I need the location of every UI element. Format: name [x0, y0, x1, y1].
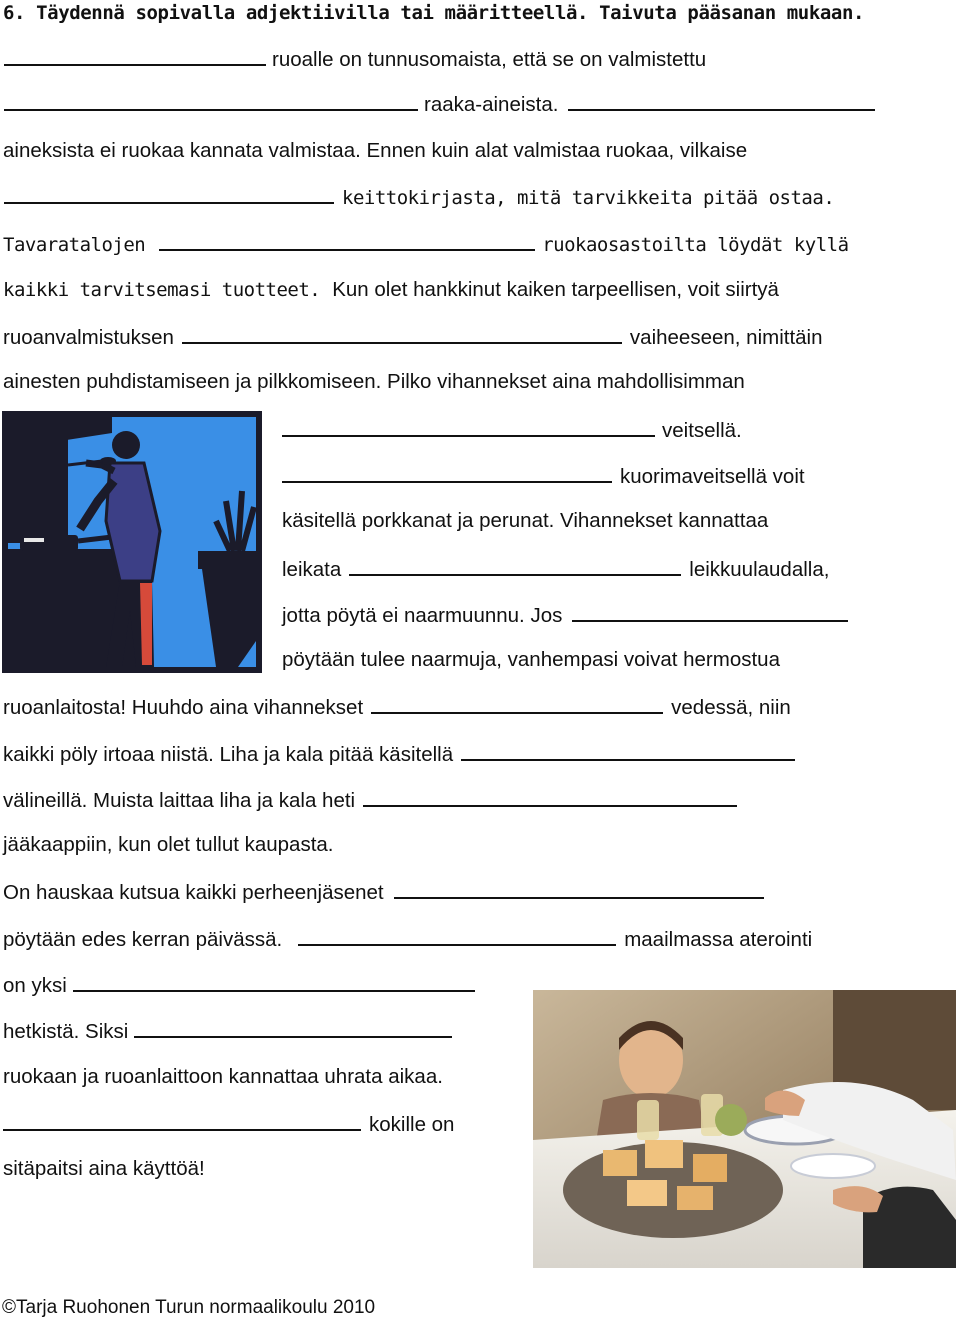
text-line: hetkistä. Siksi	[3, 1018, 452, 1044]
text-line: kuorimaveitsellä voit	[282, 463, 805, 489]
text-line: On hauskaa kutsua kaikki perheenjäsenet	[3, 879, 764, 905]
answer-blank[interactable]	[4, 184, 334, 204]
answer-blank[interactable]	[298, 926, 616, 946]
text-line: leikata leikkuulaudalla,	[282, 558, 830, 581]
answer-blank[interactable]	[134, 1018, 452, 1038]
answer-blank[interactable]	[568, 91, 875, 111]
text-line: ainesten puhdistamiseen ja pilkkomiseen. Pilko vihannekset aina mahdollisimman	[3, 370, 745, 393]
answer-blank[interactable]	[159, 231, 535, 251]
text-line: ruoanlaitosta! Huuhdo aina vihannekset vedessä, niin	[3, 696, 791, 719]
family-dinner-photo	[533, 990, 956, 1268]
text-line: jääkaappiin, kun olet tullut kaupasta.	[3, 833, 334, 856]
answer-blank[interactable]	[282, 463, 612, 483]
answer-blank[interactable]	[182, 324, 622, 344]
answer-blank[interactable]	[4, 91, 418, 111]
text-line: jotta pöytä ei naarmuunnu. Jos	[282, 602, 848, 628]
text-line: kokille on	[3, 1111, 454, 1137]
exercise-title: 6. Täydennä sopivalla adjektiivilla tai määritteellä. Taivuta pääsanan mukaan.	[3, 2, 865, 24]
text-line: aineksista ei ruokaa kannata valmistaa. Ennen kuin alat valmistaa ruokaa, vilkaise	[3, 139, 748, 162]
text-line: kaikki pöly irtoaa niistä. Liha ja kala pitää käsitellä	[3, 741, 795, 767]
answer-blank[interactable]	[282, 417, 655, 437]
text-line: ruokaan ja ruoanlaittoon kannattaa uhrata aikaa.	[3, 1065, 443, 1088]
answer-blank[interactable]	[3, 1111, 361, 1131]
text-line: on yksi	[3, 972, 475, 998]
answer-blank[interactable]	[73, 972, 475, 992]
copyright-footer: ©Tarja Ruohonen Turun normaalikoulu 2010	[2, 1297, 376, 1318]
text-line: välineillä. Muista laittaa liha ja kala heti	[3, 787, 737, 813]
text-line: pöytään tulee naarmuja, vanhempasi voivat hermostua	[282, 648, 780, 671]
answer-blank[interactable]	[371, 694, 663, 714]
answer-blank[interactable]	[363, 787, 737, 807]
answer-blank[interactable]	[461, 741, 795, 761]
answer-blank[interactable]	[4, 46, 266, 66]
text-line: keittokirjasta, mitä tarvikkeita pitää ostaa.	[0, 184, 834, 210]
text-line: ruoalle on tunnusomaista, että se on valmistettu	[0, 46, 706, 72]
text-line: sitäpaitsi aina käyttöä!	[3, 1157, 205, 1180]
chef-cooking-illustration	[2, 411, 262, 673]
text-line: pöytään edes kerran päivässä. maailmassa aterointi	[3, 928, 813, 951]
text-line: raaka-aineista.	[0, 91, 875, 117]
answer-blank[interactable]	[394, 879, 764, 899]
answer-blank[interactable]	[349, 556, 681, 576]
text-line: ruoanvalmistuksen vaiheeseen, nimittäin	[3, 326, 823, 349]
text-line: veitsellä.	[282, 417, 742, 443]
text-line: kaikki tarvitsemasi tuotteet. Kun olet hankkinut kaiken tarpeellisen, voit siirtyä	[3, 278, 779, 301]
text-line: käsitellä porkkanat ja perunat. Vihannekset kannattaa	[282, 509, 769, 532]
text-line: Tavaratalojen ruokaosastoilta löydät kyllä	[3, 231, 849, 257]
answer-blank[interactable]	[572, 602, 848, 622]
